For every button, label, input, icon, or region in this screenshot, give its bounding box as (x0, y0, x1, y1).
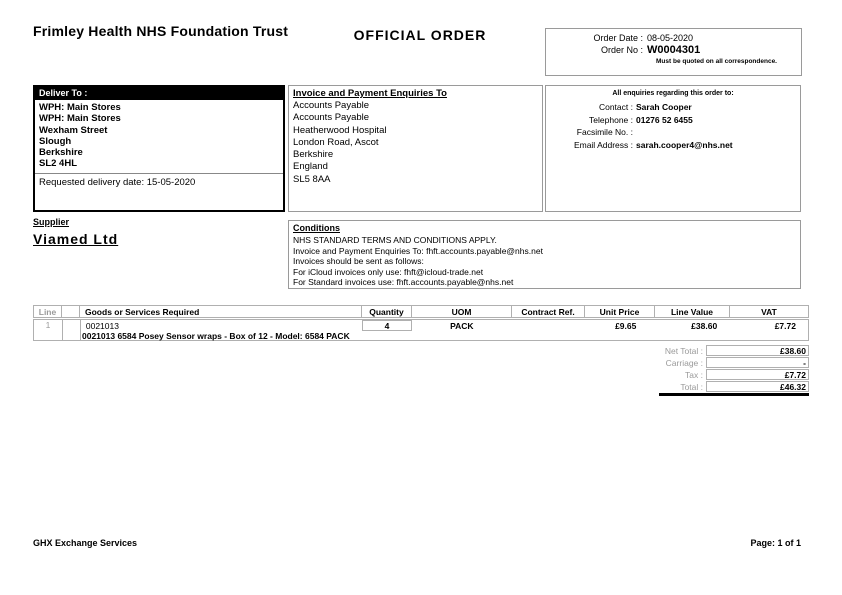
facsimile-label: Facsimile No. : (576, 127, 633, 137)
conditions-line: For Standard invoices use: fhft.accounts.payable@nhs.net (293, 277, 514, 288)
order-no-row (546, 44, 801, 56)
items-table (33, 305, 809, 341)
enquiries-note: All enquiries regarding this order to: (612, 90, 734, 97)
invoice-address (293, 100, 538, 186)
order-info-box (545, 28, 802, 76)
invoice-line: England (293, 161, 328, 173)
item-vat: £7.72 (774, 321, 796, 331)
item-quantity: 4 (362, 320, 412, 331)
order-date-value: 08-05-2020 (647, 33, 694, 43)
item-unit-price: £9.65 (615, 321, 637, 331)
carriage-value: - (706, 357, 809, 368)
contact-row (549, 101, 797, 114)
deliver-to-header: Deliver To : (35, 87, 283, 100)
requested-delivery-date: Requested delivery date: 15-05-2020 (39, 176, 196, 188)
header-uom: UOM (412, 305, 512, 318)
net-total-value: £38.60 (706, 345, 809, 356)
tax-row (600, 369, 809, 380)
conditions-text (293, 235, 796, 288)
invoice-line: Accounts Payable (293, 112, 370, 124)
footer-page-number: Page: 1 of 1 (750, 538, 801, 548)
item-code: 0021013 (85, 321, 119, 331)
conditions-line: For iCloud invoices only use: fhft@icloud-trade.net (293, 266, 484, 277)
header-vat: VAT (730, 305, 809, 318)
invoice-enquiries-header: Invoice and Payment Enquiries To (293, 88, 447, 99)
tax-value: £7.72 (706, 369, 809, 380)
invoice-line: Accounts Payable (293, 100, 370, 111)
net-total-label: Net Total : (664, 345, 703, 356)
document-title: OFFICIAL ORDER (353, 27, 487, 43)
items-table-header (33, 305, 809, 318)
order-contact-box (545, 85, 801, 212)
supplier-name: Viamed Ltd (33, 231, 119, 247)
conditions-line: NHS STANDARD TERMS AND CONDITIONS APPLY. (293, 235, 497, 245)
totals-section (600, 345, 809, 396)
header-spacer (62, 305, 80, 318)
tax-label: Tax : (685, 369, 703, 380)
telephone-row (549, 114, 797, 127)
email-value: sarah.cooper4@nhs.net (636, 139, 733, 150)
item-uom: PACK (450, 321, 474, 331)
deliver-to-box (33, 85, 285, 212)
deliver-line: Berkshire (39, 147, 83, 159)
invoice-line: Heatherwood Hospital (293, 124, 387, 136)
invoice-line: SL5 8AA (293, 173, 331, 185)
header-line: Line (33, 305, 62, 318)
item-line-number: 1 (34, 320, 63, 340)
header-goods: Goods or Services Required (80, 305, 362, 318)
deliver-separator-line (35, 173, 283, 174)
telephone-value: 01276 52 6455 (636, 114, 693, 125)
total-underline-rule (659, 393, 809, 396)
header-quantity: Quantity (362, 305, 412, 318)
order-date-label: Order Date : (593, 33, 643, 43)
grand-total-value: £46.32 (706, 381, 809, 392)
deliver-line: Slough (39, 135, 72, 147)
item-row (33, 319, 809, 341)
deliver-line: SL2 4HL (39, 158, 78, 170)
item-spacer-cell (63, 320, 81, 340)
order-no-value: W0004301 (647, 44, 701, 56)
item-description: 0021013 6584 Posey Sensor wraps - Box of 12 - Model: 6584 PACK (82, 331, 350, 341)
email-row (549, 139, 797, 152)
invoice-enquiries-box (288, 85, 543, 212)
carriage-row (600, 357, 809, 368)
supplier-label: Supplier (33, 217, 70, 227)
deliver-line: WPH: Main Stores (39, 102, 121, 113)
trust-name: Frimley Health NHS Foundation Trust (33, 23, 289, 39)
conditions-header: Conditions (293, 223, 340, 233)
deliver-line: Wexham Street (39, 124, 108, 136)
telephone-label: Telephone : (589, 114, 633, 125)
order-no-label: Order No : (600, 45, 643, 55)
facsimile-row (549, 126, 797, 139)
conditions-line: Invoices should be sent as follows: (293, 256, 424, 267)
contact-label: Contact : (598, 102, 633, 112)
item-line-value: £38.60 (691, 321, 718, 331)
header-contract-ref: Contract Ref. (512, 305, 585, 318)
email-label: Email Address : (573, 139, 633, 150)
deliver-line: WPH: Main Stores (39, 113, 121, 125)
order-note: Must be quoted on all correspondence. (656, 58, 777, 65)
grand-total-row (600, 381, 809, 392)
header-line-value: Line Value (655, 305, 730, 318)
conditions-line: Invoice and Payment Enquiries To: fhft.accounts.payable@nhs.net (293, 245, 543, 256)
carriage-label: Carriage : (665, 357, 703, 368)
net-total-row (600, 345, 809, 356)
header-unit-price: Unit Price (585, 305, 655, 318)
order-date-row (546, 32, 801, 44)
deliver-to-address (35, 100, 283, 170)
invoice-line: London Road, Ascot (293, 136, 379, 148)
footer-service-name: GHX Exchange Services (33, 538, 138, 548)
grand-total-label: Total : (680, 381, 703, 392)
conditions-box (288, 220, 801, 289)
invoice-line: Berkshire (293, 149, 334, 161)
contact-value: Sarah Cooper (636, 102, 692, 112)
